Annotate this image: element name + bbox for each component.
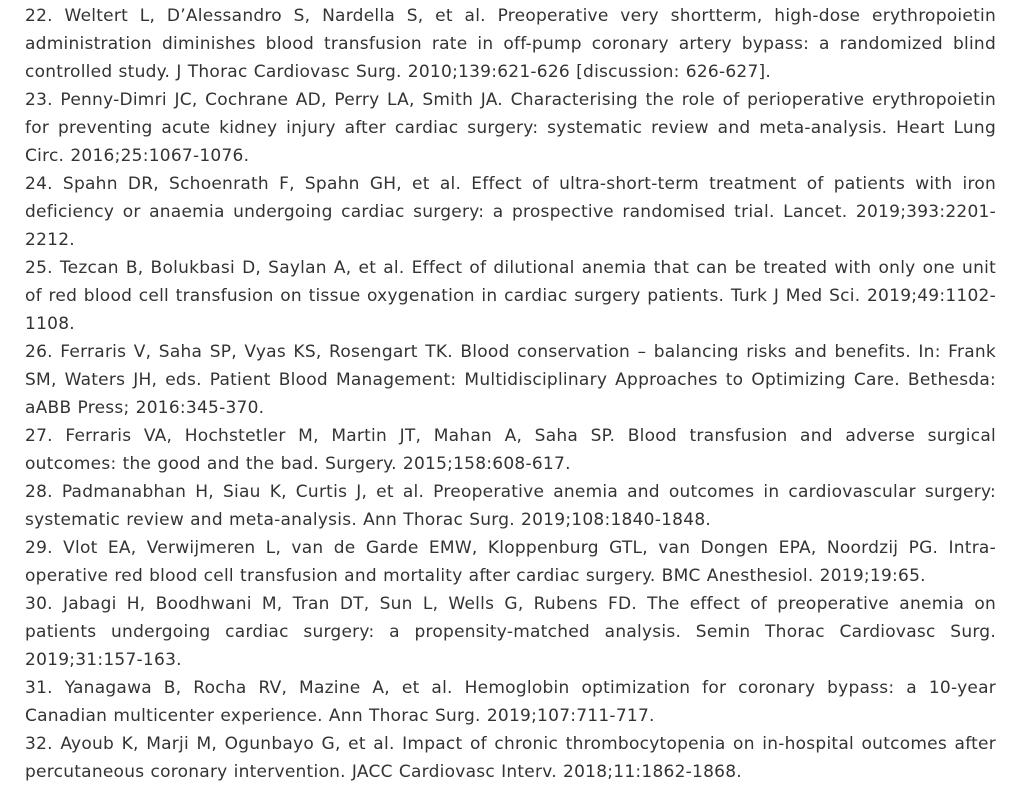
reference-31: 31. Yanagawa B, Rocha RV, Mazine A, et al. Hemoglobin optimization for coronary bypass: a 10-year Canadian multicenter experience. Ann Thorac Surg. 2019;107:711-717. bbox=[25, 678, 996, 726]
reference-list bbox=[25, 2, 996, 786]
reference-25: 25. Tezcan B, Bolukbasi D, Saylan A, et al. Effect of dilutional anemia that can be treated with only one unit of red blood cell transfusion on tissue oxygenation in cardiac surgery patients. Turk J Med Sci. 2019;49:1102-1108. bbox=[25, 258, 996, 334]
reference-30: 30. Jabagi H, Boodhwani M, Tran DT, Sun L, Wells G, Rubens FD. The effect of preoperative anemia on patients undergoing cardiac surgery: a propensity-matched analysis. Semin Thorac Cardiovasc Surg. 2019;31:157-163. bbox=[25, 594, 996, 670]
reference-24: 24. Spahn DR, Schoenrath F, Spahn GH, et al. Effect of ultra-short-term treatment of patients with iron deficiency or anaemia undergoing cardiac surgery: a prospective randomised trial. Lancet. 2019;393:2201-2212. bbox=[25, 174, 996, 250]
reference-32: 32. Ayoub K, Marji M, Ogunbayo G, et al. Impact of chronic thrombocytopenia on in-hospital outcomes after percutaneous coronary intervention. JACC Cardiovasc Interv. 2018;11:1862-1868. bbox=[25, 734, 996, 782]
reference-27: 27. Ferraris VA, Hochstetler M, Martin JT, Mahan A, Saha SP. Blood transfusion and adverse surgical outcomes: the good and the bad. Surgery. 2015;158:608-617. bbox=[25, 426, 996, 474]
reference-26: 26. Ferraris V, Saha SP, Vyas KS, Rosengart TK. Blood conservation – balancing risks and benefits. In: Frank SM, Waters JH, eds. Patient Blood Management: Multidisciplinary Approaches to Optimizing Care. Bethesda: aABB Press; 2016:345-370. bbox=[25, 342, 996, 418]
reference-28: 28. Padmanabhan H, Siau K, Curtis J, et al. Preoperative anemia and outcomes in cardiovascular surgery: systematic review and meta-analysis. Ann Thorac Surg. 2019;108:1840-1848. bbox=[25, 482, 996, 530]
reference-29: 29. Vlot EA, Verwijmeren L, van de Garde EMW, Kloppenburg GTL, van Dongen EPA, Noordzij PG. Intra-operative red blood cell transfusion and mortality after cardiac surgery. BMC Anesthesiol. 2019;19:65. bbox=[25, 538, 996, 586]
reference-22: 22. Weltert L, D’Alessandro S, Nardella S, et al. Preoperative very shortterm, high-dose erythropoietin administration diminishes blood transfusion rate in off-pump coronary artery bypass: a randomized blind controlled study. J Thorac Cardiovasc Surg. 2010;139:621-626 [discussion: 626-627]. bbox=[25, 6, 996, 82]
reference-23: 23. Penny-Dimri JC, Cochrane AD, Perry LA, Smith JA. Characterising the role of perioperative erythropoietin for preventing acute kidney injury after cardiac surgery: systematic review and meta-analysis. Heart Lung Circ. 2016;25:1067-1076. bbox=[25, 90, 996, 166]
